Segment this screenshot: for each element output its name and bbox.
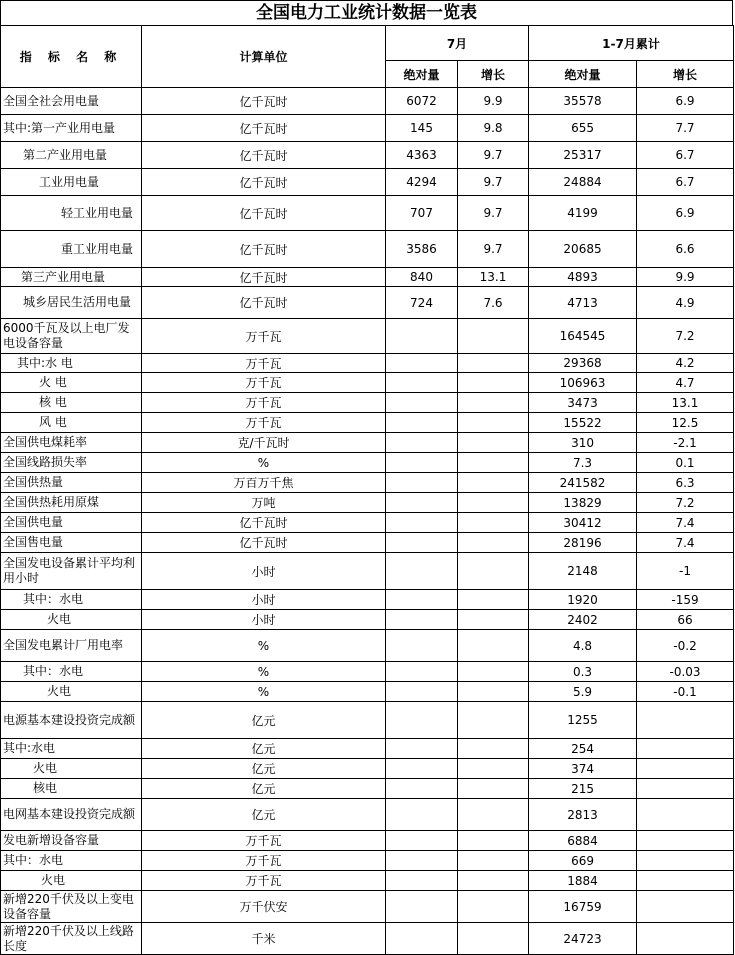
row-unit-cell: 万千瓦 [142, 354, 386, 373]
month-growth-cell [458, 473, 529, 493]
month-growth-cell: 9.7 [458, 196, 529, 231]
row-unit-cell: 亿千瓦时 [142, 231, 386, 268]
cumulative-abs-cell: 1920 [529, 590, 637, 610]
row-unit-cell: % [142, 682, 386, 702]
cumulative-abs-cell: 254 [529, 739, 637, 759]
row-name-cell: 其中：水电 [1, 662, 142, 682]
month-abs-cell [386, 891, 458, 923]
month-growth-cell [458, 682, 529, 702]
month-abs-cell [386, 682, 458, 702]
month-growth-cell [458, 533, 529, 553]
cumulative-abs-cell: 24884 [529, 169, 637, 196]
month-growth-cell [458, 590, 529, 610]
cumulative-abs-cell: 655 [529, 115, 637, 142]
cumulative-growth-cell [637, 871, 734, 891]
row-name-cell: 新增220千伏及以上变电设备容量 [1, 891, 142, 923]
cumulative-growth-cell: 0.1 [637, 453, 734, 473]
month-abs-cell [386, 739, 458, 759]
month-abs-cell [386, 413, 458, 433]
month-growth-cell: 9.7 [458, 142, 529, 169]
table-row [1, 891, 734, 923]
row-name-cell: 全国全社会用电量 [1, 88, 142, 115]
table-row [1, 453, 734, 473]
cumulative-abs-cell: 310 [529, 433, 637, 453]
table-row [1, 88, 734, 115]
month-abs-cell: 6072 [386, 88, 458, 115]
month-growth-cell [458, 493, 529, 513]
row-name-cell: 工业用电量 [1, 169, 142, 196]
cumulative-growth-cell: 6.9 [637, 196, 734, 231]
month-growth-cell [458, 513, 529, 533]
table-row [1, 115, 734, 142]
cumulative-abs-cell: 7.3 [529, 453, 637, 473]
month-growth-cell [458, 779, 529, 799]
row-name-cell: 全国供热耗用原煤 [1, 493, 142, 513]
row-name-cell: 6000千瓦及以上电厂发电设备容量 [1, 319, 142, 354]
cumulative-growth-cell: 12.5 [637, 413, 734, 433]
month-growth-cell [458, 453, 529, 473]
table-row [1, 433, 734, 453]
table-row [1, 923, 734, 955]
row-name-cell: 风 电 [1, 413, 142, 433]
table-row [1, 702, 734, 739]
row-unit-cell: 亿元 [142, 779, 386, 799]
month-abs-cell [386, 493, 458, 513]
month-growth-cell [458, 799, 529, 831]
cumulative-growth-cell [637, 851, 734, 871]
month-abs-cell [386, 831, 458, 851]
cumulative-growth-cell: -159 [637, 590, 734, 610]
row-unit-cell: 亿千瓦时 [142, 268, 386, 287]
cumulative-growth-cell: 7.2 [637, 319, 734, 354]
cumulative-growth-cell [637, 923, 734, 955]
table-row [1, 142, 734, 169]
table-row [1, 533, 734, 553]
table-row [1, 354, 734, 373]
cumulative-growth-cell: 7.4 [637, 513, 734, 533]
table-row [1, 630, 734, 662]
row-name-cell: 核 电 [1, 393, 142, 413]
row-unit-cell: 万吨 [142, 493, 386, 513]
row-name-cell: 全国供电量 [1, 513, 142, 533]
month-abs-cell [386, 319, 458, 354]
cumulative-growth-cell [637, 702, 734, 739]
header-unit: 计算单位 [142, 26, 386, 88]
month-abs-cell [386, 553, 458, 590]
table-row [1, 231, 734, 268]
table-row [1, 871, 734, 891]
month-growth-cell [458, 871, 529, 891]
month-growth-cell [458, 553, 529, 590]
table-row [1, 413, 734, 433]
cumulative-growth-cell: -2.1 [637, 433, 734, 453]
month-growth-cell [458, 373, 529, 393]
month-growth-cell [458, 662, 529, 682]
row-unit-cell: % [142, 662, 386, 682]
month-abs-cell [386, 871, 458, 891]
month-abs-cell [386, 453, 458, 473]
row-unit-cell: 万百万千焦 [142, 473, 386, 493]
month-abs-cell: 145 [386, 115, 458, 142]
statistics-table [0, 25, 734, 955]
cumulative-growth-cell [637, 759, 734, 779]
row-unit-cell: 亿千瓦时 [142, 533, 386, 553]
header-cumulative-abs: 绝对量 [529, 61, 637, 88]
cumulative-growth-cell: -1 [637, 553, 734, 590]
table-row [1, 682, 734, 702]
month-growth-cell [458, 433, 529, 453]
cumulative-abs-cell: 24723 [529, 923, 637, 955]
month-abs-cell [386, 393, 458, 413]
table-row [1, 799, 734, 831]
month-abs-cell [386, 373, 458, 393]
cumulative-growth-cell: 6.6 [637, 231, 734, 268]
month-growth-cell [458, 630, 529, 662]
month-growth-cell: 9.8 [458, 115, 529, 142]
cumulative-abs-cell: 29368 [529, 354, 637, 373]
row-unit-cell: 亿元 [142, 702, 386, 739]
cumulative-abs-cell: 2813 [529, 799, 637, 831]
month-growth-cell [458, 759, 529, 779]
month-growth-cell: 7.6 [458, 287, 529, 319]
header-cumulative: 1-7月累计 [529, 26, 734, 61]
table-row [1, 831, 734, 851]
row-unit-cell: 亿千瓦时 [142, 115, 386, 142]
month-growth-cell: 9.7 [458, 231, 529, 268]
table-row [1, 662, 734, 682]
month-growth-cell [458, 923, 529, 955]
month-abs-cell [386, 590, 458, 610]
row-unit-cell: 克/千瓦时 [142, 433, 386, 453]
row-unit-cell: 千米 [142, 923, 386, 955]
month-growth-cell: 9.7 [458, 169, 529, 196]
cumulative-growth-cell: 6.7 [637, 142, 734, 169]
header-month: 7月 [386, 26, 529, 61]
table-row [1, 553, 734, 590]
row-unit-cell: 万千瓦 [142, 871, 386, 891]
table-row [1, 169, 734, 196]
row-unit-cell: 小时 [142, 553, 386, 590]
table-row [1, 287, 734, 319]
cumulative-growth-cell: 13.1 [637, 393, 734, 413]
row-unit-cell: 万千瓦 [142, 831, 386, 851]
month-abs-cell [386, 533, 458, 553]
cumulative-abs-cell: 28196 [529, 533, 637, 553]
table-row [1, 779, 734, 799]
cumulative-abs-cell: 669 [529, 851, 637, 871]
table-row [1, 590, 734, 610]
cumulative-abs-cell: 30412 [529, 513, 637, 533]
row-name-cell: 全国线路损失率 [1, 453, 142, 473]
cumulative-growth-cell: -0.03 [637, 662, 734, 682]
month-abs-cell [386, 354, 458, 373]
table-row [1, 610, 734, 630]
table-row [1, 851, 734, 871]
cumulative-growth-cell: 4.2 [637, 354, 734, 373]
month-abs-cell: 4363 [386, 142, 458, 169]
header-cumulative-growth: 增长 [637, 61, 734, 88]
table-row [1, 319, 734, 354]
row-unit-cell: 亿千瓦时 [142, 196, 386, 231]
month-growth-cell: 13.1 [458, 268, 529, 287]
month-abs-cell [386, 662, 458, 682]
cumulative-abs-cell: 374 [529, 759, 637, 779]
month-abs-cell [386, 473, 458, 493]
table-row [1, 373, 734, 393]
row-name-cell: 电网基本建设投资完成额 [1, 799, 142, 831]
row-unit-cell: 亿千瓦时 [142, 513, 386, 533]
cumulative-abs-cell: 106963 [529, 373, 637, 393]
cumulative-growth-cell: 9.9 [637, 268, 734, 287]
month-growth-cell [458, 354, 529, 373]
row-unit-cell: % [142, 453, 386, 473]
table-title: 全国电力工业统计数据一览表 [0, 0, 733, 25]
cumulative-growth-cell: 7.4 [637, 533, 734, 553]
table-row [1, 393, 734, 413]
row-unit-cell: 亿千瓦时 [142, 88, 386, 115]
month-abs-cell [386, 779, 458, 799]
row-name-cell: 核电 [1, 779, 142, 799]
row-name-cell: 城乡居民生活用电量 [1, 287, 142, 319]
month-abs-cell: 4294 [386, 169, 458, 196]
row-name-cell: 重工业用电量 [1, 231, 142, 268]
row-unit-cell: 小时 [142, 590, 386, 610]
table-row [1, 513, 734, 533]
row-name-cell: 发电新增设备容量 [1, 831, 142, 851]
month-growth-cell [458, 831, 529, 851]
row-name-cell: 第三产业用电量 [1, 268, 142, 287]
row-unit-cell: 万千伏安 [142, 891, 386, 923]
row-name-cell: 第二产业用电量 [1, 142, 142, 169]
row-unit-cell: 亿元 [142, 799, 386, 831]
row-name-cell: 其中:水 电 [1, 354, 142, 373]
cumulative-growth-cell: 4.7 [637, 373, 734, 393]
row-name-cell: 火 电 [1, 373, 142, 393]
cumulative-abs-cell: 25317 [529, 142, 637, 169]
row-name-cell: 火电 [1, 759, 142, 779]
cumulative-abs-cell: 241582 [529, 473, 637, 493]
header-month-growth: 增长 [458, 61, 529, 88]
row-unit-cell: 亿元 [142, 759, 386, 779]
header-indicator-name: 指 标 名 称 [1, 26, 142, 88]
cumulative-growth-cell: 4.9 [637, 287, 734, 319]
cumulative-growth-cell [637, 891, 734, 923]
row-unit-cell: 万千瓦 [142, 851, 386, 871]
row-unit-cell: 万千瓦 [142, 393, 386, 413]
cumulative-abs-cell: 16759 [529, 891, 637, 923]
row-name-cell: 火电 [1, 871, 142, 891]
cumulative-abs-cell: 13829 [529, 493, 637, 513]
row-unit-cell: 万千瓦 [142, 319, 386, 354]
row-name-cell: 其中：水电 [1, 590, 142, 610]
cumulative-growth-cell: 66 [637, 610, 734, 630]
month-abs-cell [386, 630, 458, 662]
month-abs-cell [386, 799, 458, 831]
cumulative-growth-cell: 7.7 [637, 115, 734, 142]
table-row [1, 268, 734, 287]
row-name-cell: 电源基本建设投资完成额 [1, 702, 142, 739]
cumulative-abs-cell: 164545 [529, 319, 637, 354]
month-growth-cell [458, 319, 529, 354]
table-row [1, 196, 734, 231]
cumulative-abs-cell: 4199 [529, 196, 637, 231]
row-name-cell: 火电 [1, 682, 142, 702]
cumulative-growth-cell: 6.9 [637, 88, 734, 115]
cumulative-abs-cell: 4.8 [529, 630, 637, 662]
row-name-cell: 全国售电量 [1, 533, 142, 553]
month-abs-cell [386, 513, 458, 533]
cumulative-growth-cell [637, 831, 734, 851]
cumulative-abs-cell: 2402 [529, 610, 637, 630]
cumulative-abs-cell: 15522 [529, 413, 637, 433]
cumulative-abs-cell: 6884 [529, 831, 637, 851]
month-abs-cell: 724 [386, 287, 458, 319]
month-growth-cell [458, 851, 529, 871]
month-abs-cell [386, 923, 458, 955]
row-name-cell: 轻工业用电量 [1, 196, 142, 231]
cumulative-growth-cell [637, 799, 734, 831]
month-growth-cell [458, 413, 529, 433]
cumulative-abs-cell: 4893 [529, 268, 637, 287]
cumulative-growth-cell: -0.2 [637, 630, 734, 662]
month-abs-cell [386, 433, 458, 453]
table-body [1, 88, 734, 955]
month-growth-cell: 9.9 [458, 88, 529, 115]
cumulative-abs-cell: 0.3 [529, 662, 637, 682]
cumulative-growth-cell: -0.1 [637, 682, 734, 702]
cumulative-growth-cell [637, 739, 734, 759]
row-name-cell: 其中：水电 [1, 851, 142, 871]
month-abs-cell: 3586 [386, 231, 458, 268]
cumulative-abs-cell: 20685 [529, 231, 637, 268]
row-unit-cell: % [142, 630, 386, 662]
cumulative-growth-cell: 6.3 [637, 473, 734, 493]
row-name-cell: 全国发电设备累计平均利用小时 [1, 553, 142, 590]
month-growth-cell [458, 702, 529, 739]
cumulative-abs-cell: 35578 [529, 88, 637, 115]
month-abs-cell [386, 759, 458, 779]
cumulative-growth-cell [637, 779, 734, 799]
cumulative-abs-cell: 3473 [529, 393, 637, 413]
cumulative-growth-cell: 6.7 [637, 169, 734, 196]
row-unit-cell: 小时 [142, 610, 386, 630]
month-abs-cell [386, 702, 458, 739]
header-row-1 [1, 26, 734, 61]
row-name-cell: 火电 [1, 610, 142, 630]
row-unit-cell: 万千瓦 [142, 413, 386, 433]
cumulative-abs-cell: 2148 [529, 553, 637, 590]
row-unit-cell: 亿元 [142, 739, 386, 759]
month-growth-cell [458, 739, 529, 759]
month-abs-cell: 840 [386, 268, 458, 287]
cumulative-abs-cell: 4713 [529, 287, 637, 319]
table-row [1, 739, 734, 759]
row-name-cell: 全国供电煤耗率 [1, 433, 142, 453]
cumulative-abs-cell: 1884 [529, 871, 637, 891]
row-name-cell: 全国供热量 [1, 473, 142, 493]
row-name-cell: 其中:第一产业用电量 [1, 115, 142, 142]
cumulative-abs-cell: 1255 [529, 702, 637, 739]
row-name-cell: 新增220千伏及以上线路长度 [1, 923, 142, 955]
table-row [1, 473, 734, 493]
row-unit-cell: 亿千瓦时 [142, 169, 386, 196]
table-row [1, 493, 734, 513]
month-growth-cell [458, 610, 529, 630]
row-unit-cell: 亿千瓦时 [142, 142, 386, 169]
cumulative-abs-cell: 5.9 [529, 682, 637, 702]
month-growth-cell [458, 393, 529, 413]
month-abs-cell: 707 [386, 196, 458, 231]
row-name-cell: 全国发电累计厂用电率 [1, 630, 142, 662]
month-growth-cell [458, 891, 529, 923]
cumulative-growth-cell: 7.2 [637, 493, 734, 513]
row-unit-cell: 亿千瓦时 [142, 287, 386, 319]
header-month-abs: 绝对量 [386, 61, 458, 88]
month-abs-cell [386, 610, 458, 630]
row-name-cell: 其中:水电 [1, 739, 142, 759]
cumulative-abs-cell: 215 [529, 779, 637, 799]
row-unit-cell: 万千瓦 [142, 373, 386, 393]
month-abs-cell [386, 851, 458, 871]
table-row [1, 759, 734, 779]
